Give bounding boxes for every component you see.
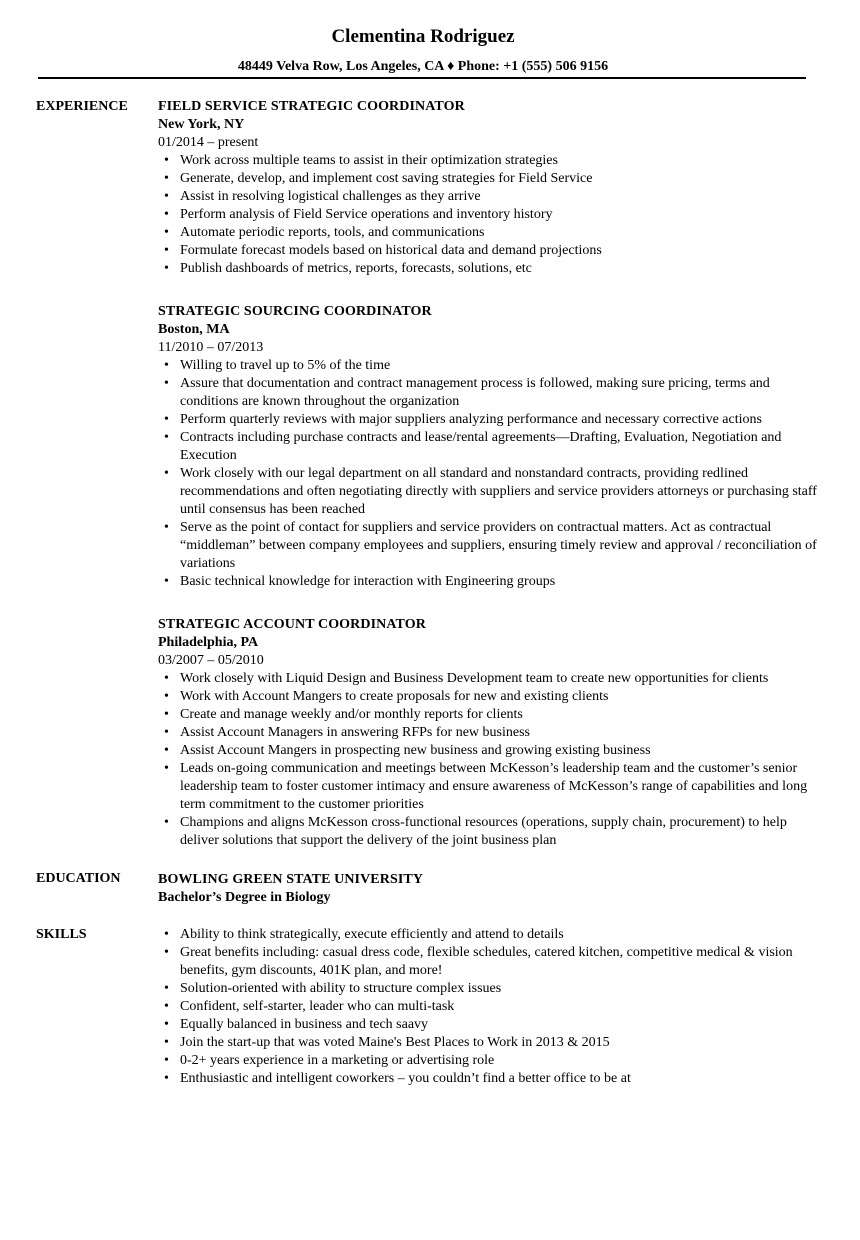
job-bullet-text: Champions and aligns McKesson cross-functional resources (operations, supply chain, procurement) to help deliver solutions that support the delivery of the joint business plan: [180, 815, 787, 848]
bullet-dot: •: [164, 358, 169, 373]
job-bullet-text: Work closely with Liquid Design and Business Development team to create new opportunities for clients: [180, 671, 769, 686]
job-bullet: [158, 742, 818, 760]
job-bullet-list: [158, 152, 818, 278]
skill-item: [158, 926, 818, 944]
skill-item: [158, 944, 818, 980]
job-dates: 01/2014 – present: [158, 135, 259, 150]
experience-section: [158, 98, 818, 850]
bullet-dot: •: [164, 707, 169, 722]
job-bullet: [158, 573, 818, 591]
skill-item: [158, 1016, 818, 1034]
candidate-name: Clementina Rodriguez: [331, 26, 515, 47]
bullet-dot: •: [164, 981, 169, 996]
bullet-dot: •: [164, 376, 169, 391]
bullet-dot: •: [164, 1035, 169, 1050]
skill-item: [158, 1070, 818, 1088]
job-bullet-text: Willing to travel up to 5% of the time: [180, 358, 391, 373]
job-bullet-list: [158, 357, 818, 591]
job-bullet-text: Serve as the point of contact for suppliers and service providers on contractual matters. Act as contractual “middleman” between company employees and suppliers, ensuring timely review and approval / reconciliation of variations: [180, 520, 817, 571]
bullet-dot: •: [164, 207, 169, 222]
job-bullet-text: Work with Account Mangers to create proposals for new and existing clients: [180, 689, 609, 704]
job-title: STRATEGIC ACCOUNT COORDINATOR: [158, 617, 426, 632]
job-bullet: [158, 152, 818, 170]
job-entry: [158, 303, 818, 591]
skill-item: [158, 1052, 818, 1070]
bullet-dot: •: [164, 761, 169, 776]
job-entry: [158, 616, 818, 850]
skill-text: Solution-oriented with ability to structure complex issues: [180, 981, 502, 996]
contact-line: 48449 Velva Row, Los Angeles, CA ♦ Phone: +1 (555) 506 9156: [237, 59, 609, 74]
skill-text: Confident, self-starter, leader who can multi-task: [180, 999, 455, 1014]
job-bullet: [158, 260, 818, 278]
bullet-dot: •: [164, 815, 169, 830]
job-location: Boston, MA: [158, 322, 230, 337]
header-divider: [38, 77, 806, 79]
job-bullet-text: Leads on-going communication and meetings between McKesson’s leadership team and the customer’s senior leadership team to foster customer intimacy and ensure awareness of McKesson’s range of capabilities and long term commitment to the customer priorities: [180, 761, 808, 812]
job-bullet-text: Assist in resolving logistical challenges as they arrive: [180, 189, 481, 204]
job-bullet-text: Formulate forecast models based on historical data and demand projections: [180, 243, 602, 258]
job-location: Philadelphia, PA: [158, 635, 259, 650]
skills-section: [158, 926, 818, 1088]
job-bullet: [158, 465, 818, 519]
education-section: [158, 871, 818, 907]
bullet-dot: •: [164, 520, 169, 535]
job-dates: 03/2007 – 05/2010: [158, 653, 264, 668]
bullet-dot: •: [164, 466, 169, 481]
job-bullet: [158, 814, 818, 850]
skill-item: [158, 980, 818, 998]
job-bullet: [158, 170, 818, 188]
job-entry: [158, 98, 818, 278]
job-location: New York, NY: [158, 117, 245, 132]
education-section-label: EDUCATION: [36, 871, 121, 886]
job-bullet: [158, 357, 818, 375]
job-bullet-text: Perform quarterly reviews with major suppliers analyzing performance and necessary corrective actions: [180, 412, 762, 427]
bullet-dot: •: [164, 430, 169, 445]
skill-item: [158, 1034, 818, 1052]
job-dates: 11/2010 – 07/2013: [158, 340, 264, 355]
job-bullet-text: Automate periodic reports, tools, and communications: [180, 225, 485, 240]
job-bullet-text: Contracts including purchase contracts and lease/rental agreements—Drafting, Evaluation, Negotiation and Execution: [180, 430, 782, 463]
job-bullet: [158, 224, 818, 242]
bullet-dot: •: [164, 189, 169, 204]
education-degree: Bachelor’s Degree in Biology: [158, 890, 331, 905]
bullet-dot: •: [164, 153, 169, 168]
bullet-dot: •: [164, 261, 169, 276]
bullet-dot: •: [164, 743, 169, 758]
skill-item: [158, 998, 818, 1016]
skills-list: [158, 926, 818, 1088]
experience-section-label: EXPERIENCE: [36, 99, 128, 114]
job-bullet-list: [158, 670, 818, 850]
skill-text: Join the start-up that was voted Maine's Best Places to Work in 2013 & 2015: [180, 1035, 610, 1050]
bullet-dot: •: [164, 945, 169, 960]
job-bullet-text: Assure that documentation and contract management process is followed, making sure pricing, terms and conditions are known throughout the organization: [180, 376, 770, 409]
job-bullet: [158, 519, 818, 573]
skill-text: Equally balanced in business and tech saavy: [180, 1017, 429, 1032]
job-bullet: [158, 760, 818, 814]
job-bullet-text: Work across multiple teams to assist in their optimization strategies: [180, 153, 558, 168]
job-bullet: [158, 411, 818, 429]
bullet-dot: •: [164, 171, 169, 186]
job-bullet: [158, 206, 818, 224]
bullet-dot: •: [164, 725, 169, 740]
bullet-dot: •: [164, 1017, 169, 1032]
job-bullet-text: Basic technical knowledge for interaction with Engineering groups: [180, 574, 556, 589]
job-bullet: [158, 429, 818, 465]
bullet-dot: •: [164, 412, 169, 427]
bullet-dot: •: [164, 243, 169, 258]
bullet-dot: •: [164, 574, 169, 589]
skill-text: 0-2+ years experience in a marketing or advertising role: [180, 1053, 495, 1068]
skill-text: Great benefits including: casual dress code, flexible schedules, catered kitchen, competitive medical & vision benefits, gym discounts, 401K plan, and more!: [180, 945, 793, 978]
skills-section-label: SKILLS: [36, 927, 87, 942]
job-bullet: [158, 688, 818, 706]
job-title: STRATEGIC SOURCING COORDINATOR: [158, 304, 432, 319]
job-bullet: [158, 242, 818, 260]
bullet-dot: •: [164, 689, 169, 704]
skill-text: Enthusiastic and intelligent coworkers – you couldn’t find a better office to be at: [180, 1071, 631, 1086]
job-title: FIELD SERVICE STRATEGIC COORDINATOR: [158, 99, 465, 114]
skill-text: Ability to think strategically, execute efficiently and attend to details: [180, 927, 564, 942]
education-school: BOWLING GREEN STATE UNIVERSITY: [158, 872, 424, 887]
bullet-dot: •: [164, 999, 169, 1014]
job-bullet: [158, 706, 818, 724]
job-bullet-text: Generate, develop, and implement cost saving strategies for Field Service: [180, 171, 593, 186]
job-bullet: [158, 670, 818, 688]
job-bullet: [158, 375, 818, 411]
job-bullet-text: Perform analysis of Field Service operations and inventory history: [180, 207, 553, 222]
job-bullet: [158, 724, 818, 742]
bullet-dot: •: [164, 927, 169, 942]
job-bullet-text: Assist Account Managers in answering RFPs for new business: [180, 725, 530, 740]
job-bullet-text: Publish dashboards of metrics, reports, forecasts, solutions, etc: [180, 261, 532, 276]
bullet-dot: •: [164, 225, 169, 240]
job-bullet-text: Create and manage weekly and/or monthly reports for clients: [180, 707, 523, 722]
bullet-dot: •: [164, 671, 169, 686]
bullet-dot: •: [164, 1071, 169, 1086]
job-bullet-text: Work closely with our legal department on all standard and nonstandard contracts, providing redlined recommendations and often negotiating directly with suppliers and service providers attorneys or purchasing staff until consensus has been reached: [180, 466, 817, 517]
job-bullet-text: Assist Account Mangers in prospecting new business and growing existing business: [180, 743, 651, 758]
bullet-dot: •: [164, 1053, 169, 1068]
job-bullet: [158, 188, 818, 206]
